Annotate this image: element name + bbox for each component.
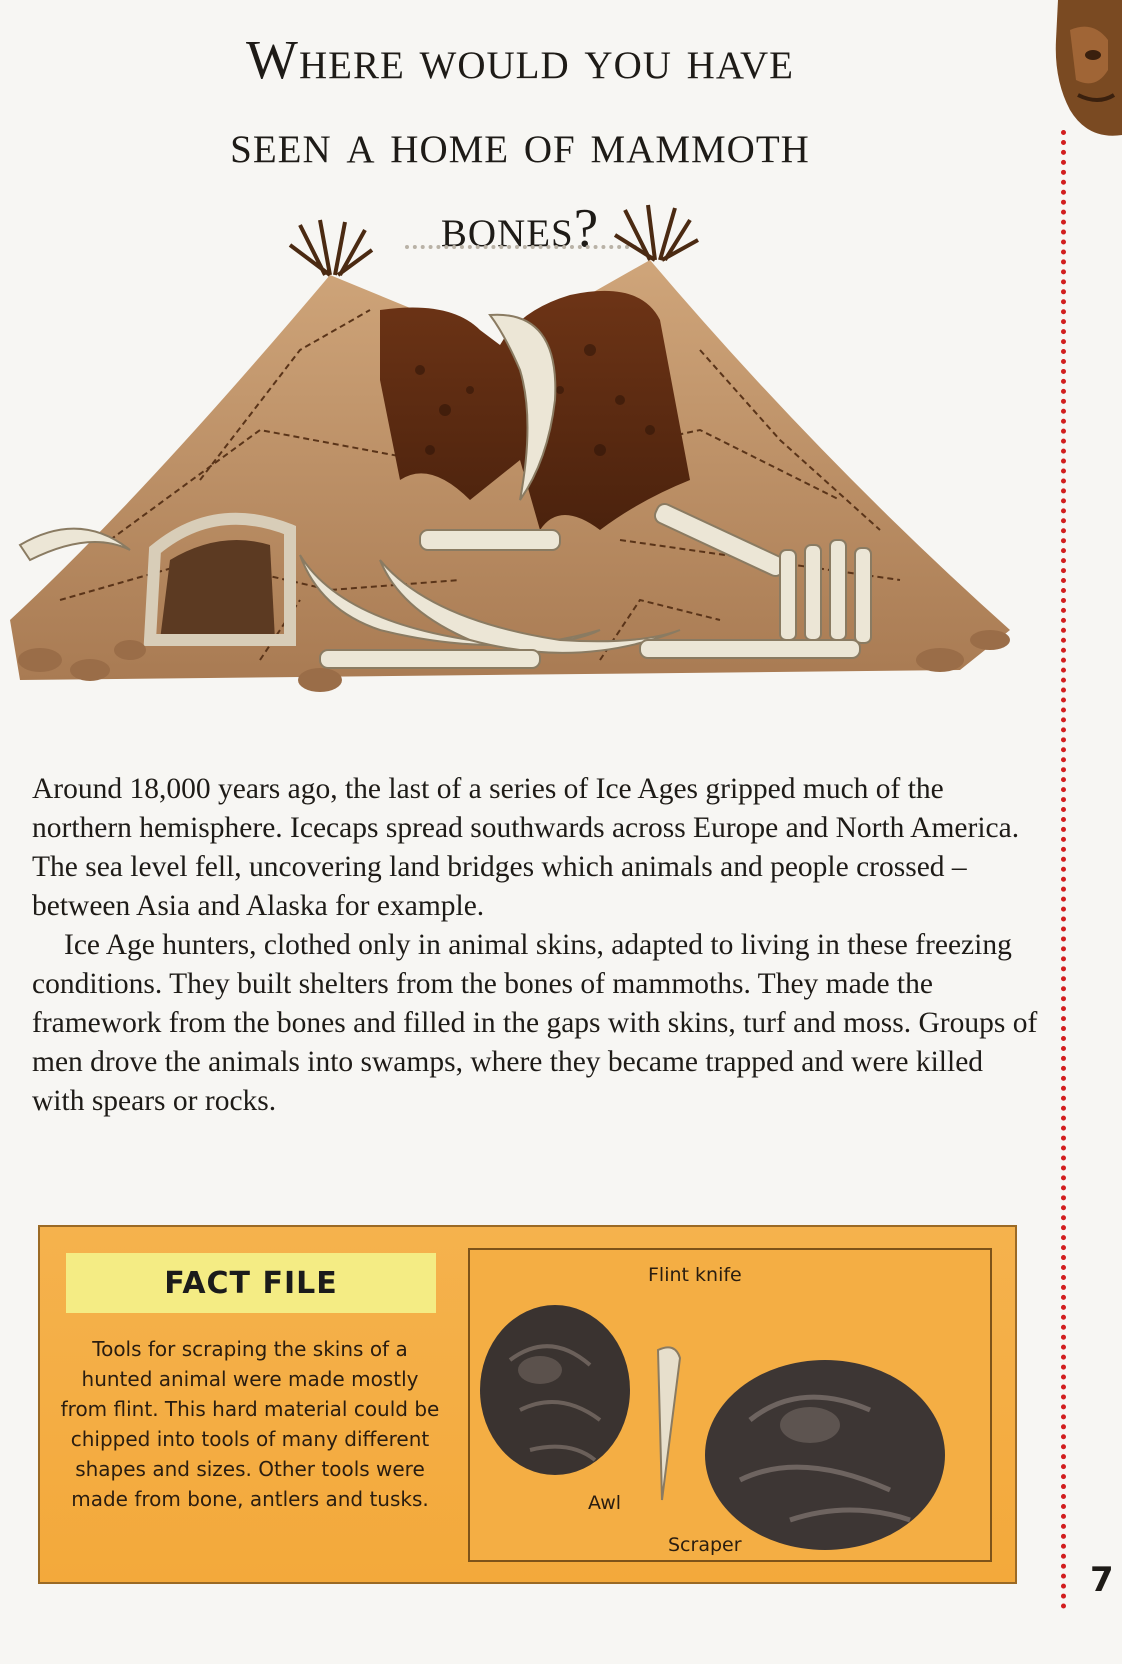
fact-file-text: Tools for scraping the skins of a hunted animal were made mostly from flint. This hard material could be chipped into tools of many different shapes and sizes. Other tools were made from bone, antlers and tusks.	[60, 1337, 440, 1511]
title-line-2: seen a home of mammoth	[230, 113, 810, 174]
flint-knife-image	[480, 1305, 630, 1475]
label-flint-knife: Flint knife	[648, 1264, 742, 1286]
title-line-1: Where would you have	[246, 29, 794, 90]
fact-file-heading: FACT FILE	[66, 1253, 436, 1313]
carved-head-corner-image	[1048, 0, 1122, 140]
margin-dotted-rule	[1061, 130, 1066, 1610]
awl-image	[658, 1347, 680, 1500]
tools-photo-panel	[468, 1248, 992, 1562]
label-scraper: Scraper	[668, 1534, 742, 1556]
title-line-3: bones?	[440, 197, 600, 258]
flint-tools-image	[470, 1250, 990, 1560]
body-paragraph-1: Around 18,000 years ago, the last of a series of Ice Ages gripped much of the northern hemisphere. Icecaps spread southwards across Europe and North America. The sea level fell, uncovering land bridges which animals and people crossed – between Asia and Alaska for example.	[32, 773, 1020, 922]
body-text	[32, 770, 1042, 1121]
label-awl: Awl	[588, 1492, 622, 1514]
mammoth-bone-hut-illustration	[0, 200, 1030, 740]
page-number: 7	[1090, 1560, 1114, 1600]
scraper-image	[705, 1360, 945, 1550]
body-paragraph-2: Ice Age hunters, clothed only in animal skins, adapted to living in these freezing conditions. They built shelters from the bones of mammoths. They made the framework from the bones and filled in the gaps with skins, turf and moss. Groups of men drove the animals into swamps, where they became trapped and were killed with spears or rocks.	[32, 929, 1038, 1117]
